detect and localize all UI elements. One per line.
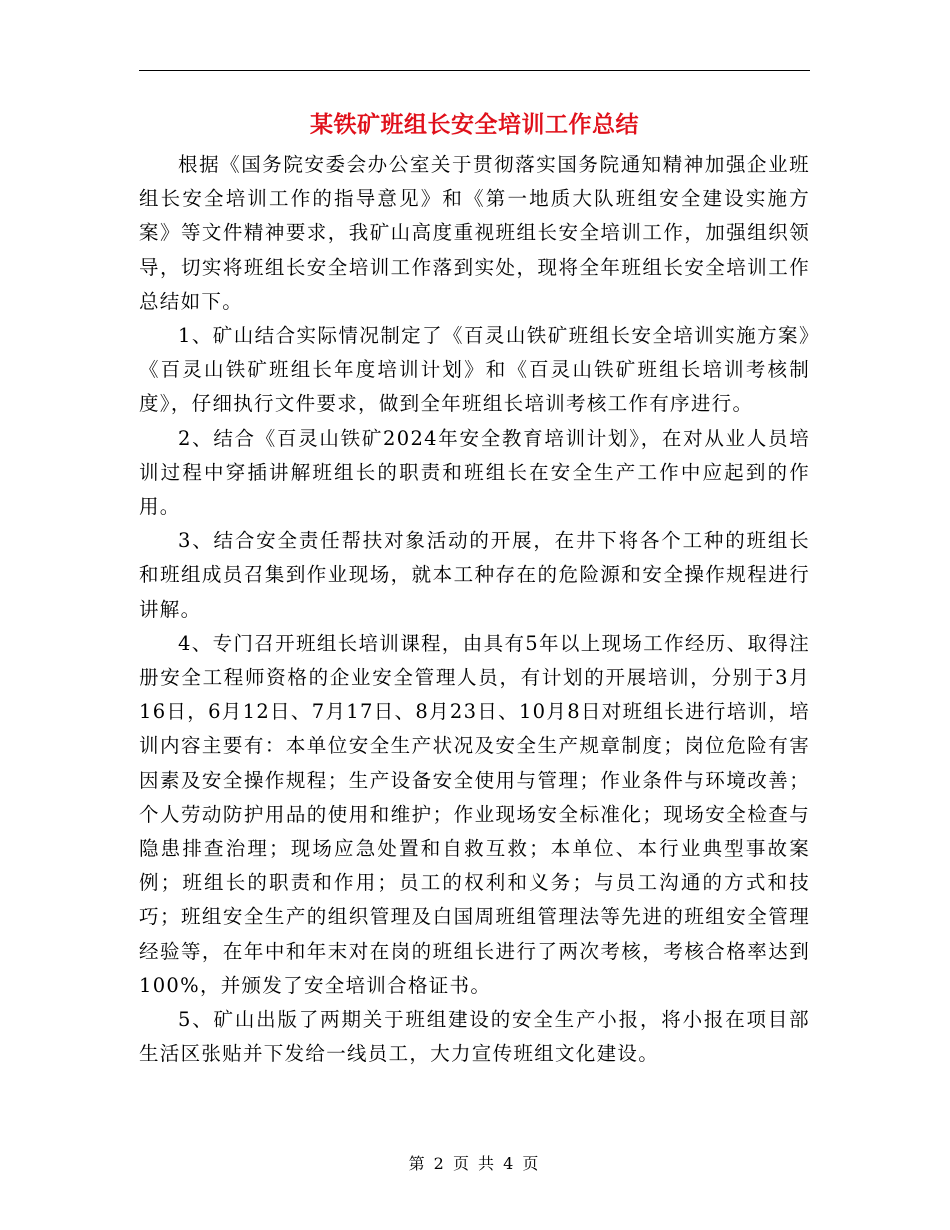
item-4-paragraph: 4、专门召开班组长培训课程，由具有5年以上现场工作经历、取得注册安全工程师资格的企业安全管理人员，有计划的开展培训，分别于3月16日，6月12日、7月17日、8月23日、10月8日对班组长进行培训，培训内容主要有：本单位安全生产状况及安全生产规章制度；岗位危险有害因素及安全操作规程；生产设备安全使用与管理；作业条件与环境改善；个人劳动防护用品的使用和维护；作业现场安全标准化；现场安全检查与隐患排查治理；现场应急处置和自救互救；本单位、本行业典型事故案例；班组长的职责和作用；员工的权利和义务；与员工沟通的方式和技巧；班组安全生产的组织管理及白国周班组管理法等先进的班组安全管理经验等，在年中和年末对在岗的班组长进行了两次考核，考核合格率达到100%，并颁发了安全培训合格证书。 xyxy=(139,631,810,997)
intro-paragraph: 根据《国务院安委会办公室关于贯彻落实国务院通知精神加强企业班组长安全培训工作的指导意见》和《第一地质大队班组安全建设实施方案》等文件精神要求，我矿山高度重视班组长安全培训工作，加强组织领导，切实将班组长安全培训工作落到实处，现将全年班组长安全培训工作总结如下。 xyxy=(139,153,810,313)
item-3-paragraph: 3、结合安全责任帮扶对象活动的开展，在井下将各个工种的班组长和班组成员召集到作业现场，就本工种存在的危险源和安全操作规程进行讲解。 xyxy=(139,529,810,621)
item-2-paragraph: 2、结合《百灵山铁矿2024年安全教育培训计划》，在对从业人员培训过程中穿插讲解班组长的职责和班组长在安全生产工作中应起到的作用。 xyxy=(139,426,810,519)
item-1-paragraph: 1、矿山结合实际情况制定了《百灵山铁矿班组长安全培训实施方案》《百灵山铁矿班组长年度培训计划》和《百灵山铁矿班组长培训考核制度》，仔细执行文件要求，做到全年班组长培训考核工作有序进行。 xyxy=(139,324,810,416)
document-title: 某铁矿班组长安全培训工作总结 xyxy=(310,111,639,138)
page-number-footer: 第 2 页 共 4 页 xyxy=(408,1154,541,1173)
document-body xyxy=(139,148,810,1071)
header-rule xyxy=(139,70,810,71)
item-5-paragraph: 5、矿山出版了两期关于班组建设的安全生产小报，将小报在项目部生活区张贴并下发给一线员工，大力宣传班组文化建设。 xyxy=(139,1008,810,1066)
